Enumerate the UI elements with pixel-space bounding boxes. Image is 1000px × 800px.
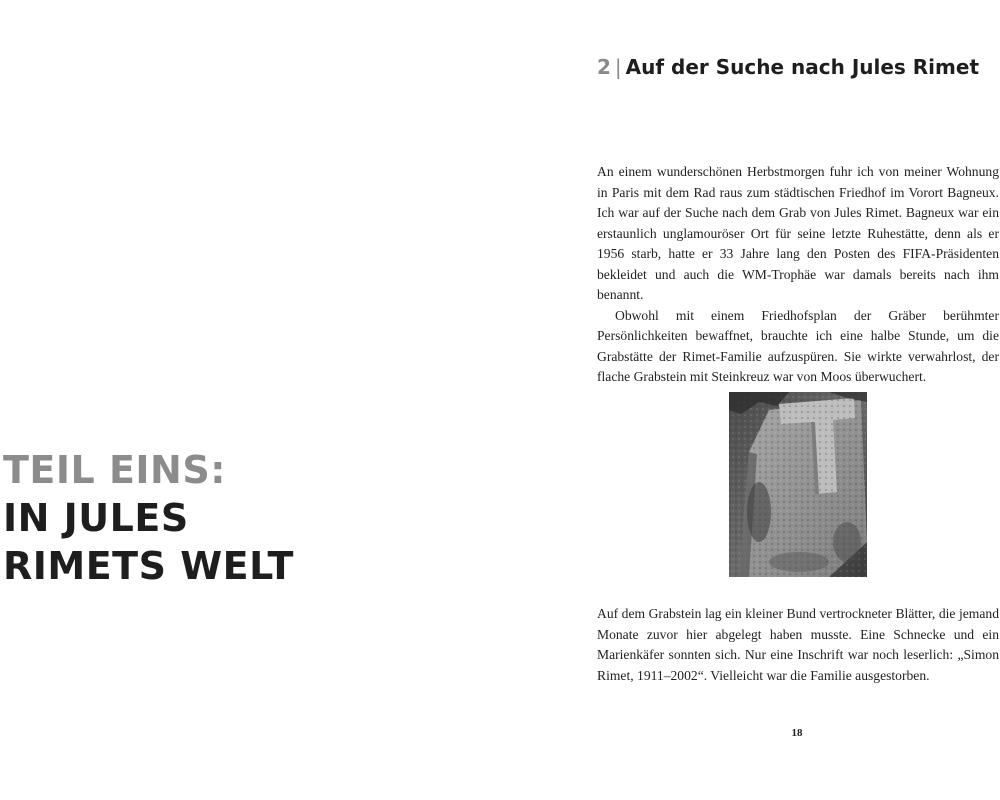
part-heading-title-line2: RIMETS WELT	[3, 544, 294, 588]
body-text-before-photo	[597, 162, 999, 388]
body-text-after-photo	[597, 604, 999, 686]
chapter-number: 2	[597, 55, 611, 79]
chapter-separator: |	[614, 55, 622, 79]
chapter-title-text: Auf der Suche nach Jules Rimet	[625, 55, 980, 79]
page-number: 18	[791, 727, 803, 739]
chapter-title	[597, 55, 979, 79]
part-heading	[3, 446, 303, 590]
paragraph: Auf dem Grabstein lag ein kleiner Bund vertrockneter Blätter, die jemand Monate zuvor hier abgelegt haben musste. Eine Schnecke und ein Marienkäfer sonnten sich. Nur eine Inschrift war noch leserlich: „Simon Rimet, 1911–2002“. Vielleicht war die Familie ausgestorben.	[597, 606, 999, 683]
paragraph: Obwohl mit einem Friedhofsplan der Gräber berühmter Persönlichkeiten bewaffnet, brauchte ich eine halbe Stunde, um die Grabstätte der Rimet-Familie aufzuspüren. Sie wirkte verwahrlost, der flache Grabstein mit Steinkreuz war von Moos überwuchert.	[597, 307, 999, 384]
paragraph: An einem wunderschönen Herbstmorgen fuhr ich von meiner Wohnung in Paris mit dem Rad raus zum städtischen Friedhof im Vorort Bagneux. Ich war auf der Suche nach dem Grab von Jules Rimet. Bagneux war ein erstaunlich unglamouröser Ort für seine letzte Ruhestätte, denn als er 1956 starb, hatte er 33 Jahre lang den Posten des FIFA-Präsidenten bekleidet und auch die WM-Trophäe war damals bereits nach ihm benannt.	[597, 164, 999, 302]
gravestone-photo	[729, 392, 867, 577]
part-heading-label: TEIL EINS:	[3, 448, 226, 492]
part-heading-title-line1: IN JULES	[3, 496, 189, 540]
